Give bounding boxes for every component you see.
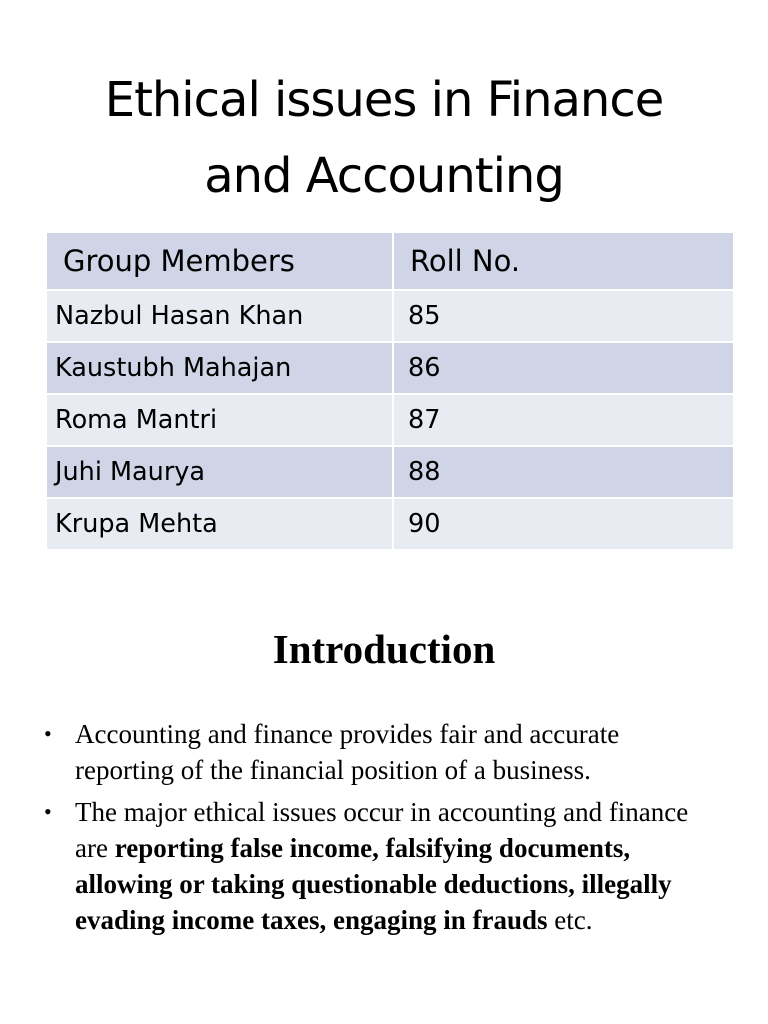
- table-row: [46, 342, 734, 394]
- list-item: [44, 716, 724, 788]
- member-name: Juhi Maurya: [46, 446, 393, 498]
- member-roll: 88: [393, 446, 734, 498]
- bullet-text: Accounting and finance provides fair and accurate reporting of the financial position of a business.: [75, 719, 620, 785]
- table-row: [46, 446, 734, 498]
- bullet-icon: •: [44, 721, 52, 746]
- member-roll: 87: [393, 394, 734, 446]
- list-item: [44, 794, 724, 938]
- member-name: Kaustubh Mahajan: [46, 342, 393, 394]
- bullet-text-tail: etc.: [547, 905, 593, 935]
- member-roll: 90: [393, 498, 734, 550]
- slide-title-line-1: Ethical issues in Finance: [104, 72, 664, 128]
- table-header-row: [46, 232, 734, 290]
- member-roll: 86: [393, 342, 734, 394]
- slide-title-line-2: and Accounting: [204, 148, 564, 204]
- member-name: Roma Mantri: [46, 394, 393, 446]
- introduction-heading: Introduction: [272, 626, 496, 672]
- header-roll-no: Roll No.: [393, 232, 734, 290]
- bullet-text-emphasis: reporting false income, falsifying documents, allowing or taking questionable deductions, illegally evading income taxes, engaging in frauds: [75, 833, 672, 935]
- member-name: Krupa Mehta: [46, 498, 393, 550]
- member-name: Nazbul Hasan Khan: [46, 290, 393, 342]
- header-group-members: Group Members: [46, 232, 393, 290]
- introduction-bullet-list: [44, 716, 724, 944]
- table-row: [46, 498, 734, 550]
- bullet-icon: •: [44, 799, 52, 824]
- group-members-table: [45, 231, 735, 551]
- member-roll: 85: [393, 290, 734, 342]
- slide-title: [0, 62, 768, 214]
- table-row: [46, 394, 734, 446]
- table-row: [46, 290, 734, 342]
- bullet-text-lead: The major ethical issues occur in accounting and finance are: [75, 797, 689, 863]
